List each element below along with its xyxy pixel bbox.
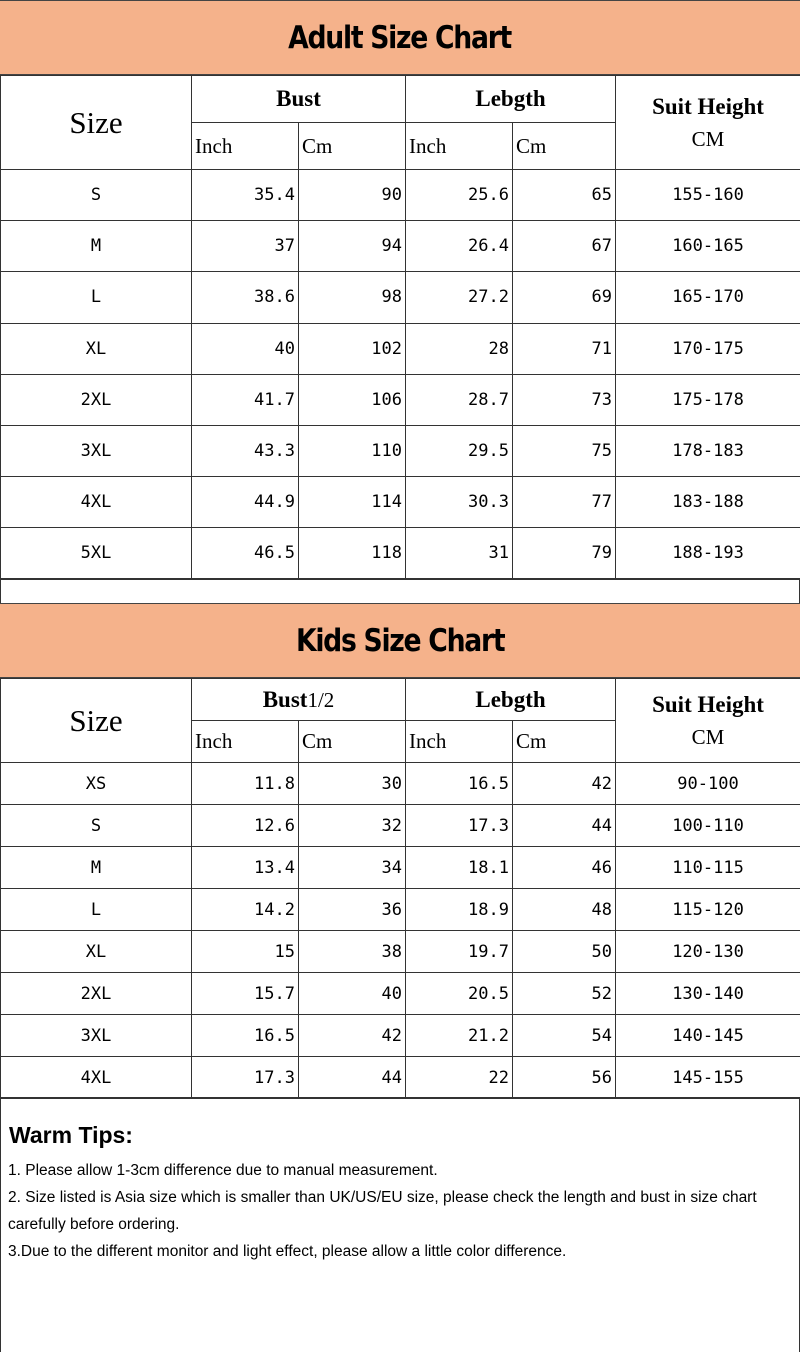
kids-cell-bust-cm: 32 (299, 805, 406, 847)
adult-cell-height: 175-178 (616, 374, 800, 425)
kids-header-bust-suffix: 1/2 (307, 687, 335, 712)
kids-cell-bust-in: 13.4 (192, 847, 299, 889)
kids-cell-size: 3XL (1, 1015, 192, 1057)
adult-cell-height: 188-193 (616, 528, 800, 579)
warm-tip-item: 1. Please allow 1-3cm difference due to manual measurement. (8, 1162, 438, 1179)
kids-header-suit-height (616, 679, 800, 763)
kids-cell-size: L (1, 889, 192, 931)
kids-cell-bust-in: 15 (192, 931, 299, 973)
kids-cell-len-in: 18.9 (406, 889, 513, 931)
kids-cell-len-in: 20.5 (406, 973, 513, 1015)
kids-cell-len-in: 16.5 (406, 763, 513, 805)
adult-table-row (1, 170, 800, 221)
kids-size-table (0, 678, 800, 1099)
kids-cell-bust-in: 11.8 (192, 763, 299, 805)
adult-title-bar (0, 0, 800, 75)
adult-cell-bust-cm: 114 (299, 477, 406, 528)
adult-table-row (1, 272, 800, 323)
adult-title: Adult Size Chart (288, 19, 512, 56)
adult-cell-len-in: 26.4 (406, 221, 513, 272)
kids-cell-size: S (1, 805, 192, 847)
warm-tip-item: 3.Due to the different monitor and light effect, please allow a little color difference. (8, 1243, 567, 1260)
kids-cell-bust-in: 15.7 (192, 973, 299, 1015)
kids-cell-height: 140-145 (616, 1015, 800, 1057)
adult-header-bust: Bust (192, 76, 406, 123)
adult-cell-bust-in: 35.4 (192, 170, 299, 221)
adult-table-row (1, 425, 800, 476)
adult-cell-size: 5XL (1, 528, 192, 579)
adult-table-row (1, 221, 800, 272)
kids-cell-bust-cm: 44 (299, 1057, 406, 1099)
kids-cell-height: 90-100 (616, 763, 800, 805)
adult-cell-bust-in: 46.5 (192, 528, 299, 579)
adult-cell-len-cm: 71 (513, 323, 616, 374)
adult-cell-size: 4XL (1, 477, 192, 528)
adult-cell-len-in: 28.7 (406, 374, 513, 425)
adult-header-length: Lebgth (406, 76, 616, 123)
kids-cell-bust-cm: 40 (299, 973, 406, 1015)
kids-cell-bust-cm: 30 (299, 763, 406, 805)
adult-cell-len-in: 30.3 (406, 477, 513, 528)
kids-cell-len-cm: 50 (513, 931, 616, 973)
kids-header-size: Size (1, 679, 192, 763)
adult-cell-len-in: 31 (406, 528, 513, 579)
kids-cell-len-cm: 56 (513, 1057, 616, 1099)
adult-cell-height: 155-160 (616, 170, 800, 221)
adult-table-row (1, 374, 800, 425)
kids-cell-height: 100-110 (616, 805, 800, 847)
adult-cell-bust-in: 40 (192, 323, 299, 374)
kids-table-row (1, 1015, 800, 1057)
adult-cell-size: M (1, 221, 192, 272)
adult-header-bust-inch: Inch (192, 123, 299, 170)
adult-cell-bust-in: 38.6 (192, 272, 299, 323)
kids-header-length: Lebgth (406, 679, 616, 721)
adult-table-row (1, 323, 800, 374)
adult-cell-size: 3XL (1, 425, 192, 476)
adult-cell-height: 170-175 (616, 323, 800, 374)
adult-cell-len-cm: 69 (513, 272, 616, 323)
kids-table-row (1, 973, 800, 1015)
adult-cell-bust-cm: 106 (299, 374, 406, 425)
kids-header-length-cm: Cm (513, 721, 616, 763)
kids-cell-size: XL (1, 931, 192, 973)
kids-cell-len-cm: 52 (513, 973, 616, 1015)
adult-cell-len-cm: 67 (513, 221, 616, 272)
kids-cell-height: 130-140 (616, 973, 800, 1015)
kids-table-row (1, 931, 800, 973)
adult-cell-len-in: 29.5 (406, 425, 513, 476)
kids-header-bust-label: Bust (262, 686, 308, 712)
kids-table-row (1, 889, 800, 931)
adult-header-suit-height-label: Suit Height (652, 93, 764, 119)
kids-table-row (1, 847, 800, 889)
adult-cell-bust-cm: 102 (299, 323, 406, 374)
kids-cell-height: 115-120 (616, 889, 800, 931)
adult-cell-len-cm: 77 (513, 477, 616, 528)
adult-cell-size: XL (1, 323, 192, 374)
kids-cell-len-cm: 44 (513, 805, 616, 847)
adult-cell-height: 178-183 (616, 425, 800, 476)
adult-cell-size: S (1, 170, 192, 221)
kids-title: Kids Size Chart (295, 622, 505, 659)
kids-cell-len-cm: 48 (513, 889, 616, 931)
kids-cell-size: 4XL (1, 1057, 192, 1099)
adult-cell-height: 160-165 (616, 221, 800, 272)
kids-cell-len-cm: 46 (513, 847, 616, 889)
adult-cell-height: 183-188 (616, 477, 800, 528)
warm-tips-section (0, 1097, 800, 1352)
adult-cell-bust-cm: 98 (299, 272, 406, 323)
adult-cell-len-in: 28 (406, 323, 513, 374)
kids-header-bust-inch: Inch (192, 721, 299, 763)
adult-cell-bust-in: 37 (192, 221, 299, 272)
kids-cell-size: M (1, 847, 192, 889)
kids-table-row (1, 1057, 800, 1099)
kids-cell-bust-in: 17.3 (192, 1057, 299, 1099)
kids-header-bust (192, 679, 406, 721)
adult-cell-size: 2XL (1, 374, 192, 425)
adult-header-length-inch: Inch (406, 123, 513, 170)
kids-cell-height: 145-155 (616, 1057, 800, 1099)
kids-cell-len-in: 21.2 (406, 1015, 513, 1057)
kids-cell-len-in: 22 (406, 1057, 513, 1099)
adult-cell-height: 165-170 (616, 272, 800, 323)
kids-cell-len-cm: 54 (513, 1015, 616, 1057)
adult-cell-len-cm: 75 (513, 425, 616, 476)
kids-table-row (1, 763, 800, 805)
adult-cell-bust-in: 43.3 (192, 425, 299, 476)
kids-cell-height: 120-130 (616, 931, 800, 973)
adult-header-length-cm: Cm (513, 123, 616, 170)
adult-size-table (0, 75, 800, 580)
kids-cell-bust-cm: 42 (299, 1015, 406, 1057)
adult-cell-bust-cm: 110 (299, 425, 406, 476)
adult-cell-bust-in: 41.7 (192, 374, 299, 425)
warm-tips-list (8, 1157, 788, 1265)
adult-cell-bust-in: 44.9 (192, 477, 299, 528)
warm-tips-title: Warm Tips: (9, 1122, 133, 1148)
kids-cell-bust-cm: 34 (299, 847, 406, 889)
adult-cell-len-cm: 65 (513, 170, 616, 221)
kids-cell-height: 110-115 (616, 847, 800, 889)
adult-cell-len-in: 25.6 (406, 170, 513, 221)
kids-cell-bust-cm: 36 (299, 889, 406, 931)
adult-header-suit-height-unit: CM (691, 126, 725, 151)
kids-cell-len-in: 19.7 (406, 931, 513, 973)
adult-cell-len-cm: 79 (513, 528, 616, 579)
kids-cell-size: XS (1, 763, 192, 805)
adult-cell-bust-cm: 118 (299, 528, 406, 579)
kids-size-section (0, 603, 800, 1099)
adult-cell-len-cm: 73 (513, 374, 616, 425)
warm-tip-item: 2. Size listed is Asia size which is smaller than UK/US/EU size, please check the length and bust in size chart carefully before ordering. (8, 1189, 757, 1233)
kids-cell-bust-cm: 38 (299, 931, 406, 973)
kids-header-length-inch: Inch (406, 721, 513, 763)
kids-cell-size: 2XL (1, 973, 192, 1015)
kids-header-bust-cm: Cm (299, 721, 406, 763)
adult-size-section (0, 0, 800, 580)
kids-header-suit-height-unit: CM (691, 724, 725, 749)
adult-header-bust-cm: Cm (299, 123, 406, 170)
section-divider (0, 578, 800, 603)
kids-cell-len-in: 17.3 (406, 805, 513, 847)
adult-cell-size: L (1, 272, 192, 323)
adult-header-size: Size (1, 76, 192, 170)
adult-header-suit-height (616, 76, 800, 170)
kids-cell-len-in: 18.1 (406, 847, 513, 889)
adult-cell-bust-cm: 94 (299, 221, 406, 272)
kids-cell-len-cm: 42 (513, 763, 616, 805)
kids-cell-bust-in: 16.5 (192, 1015, 299, 1057)
adult-table-row (1, 477, 800, 528)
kids-table-row (1, 805, 800, 847)
kids-cell-bust-in: 12.6 (192, 805, 299, 847)
adult-table-row (1, 528, 800, 579)
kids-header-suit-height-label: Suit Height (652, 691, 764, 717)
adult-cell-bust-cm: 90 (299, 170, 406, 221)
adult-cell-len-in: 27.2 (406, 272, 513, 323)
kids-cell-bust-in: 14.2 (192, 889, 299, 931)
kids-title-bar (0, 603, 800, 678)
